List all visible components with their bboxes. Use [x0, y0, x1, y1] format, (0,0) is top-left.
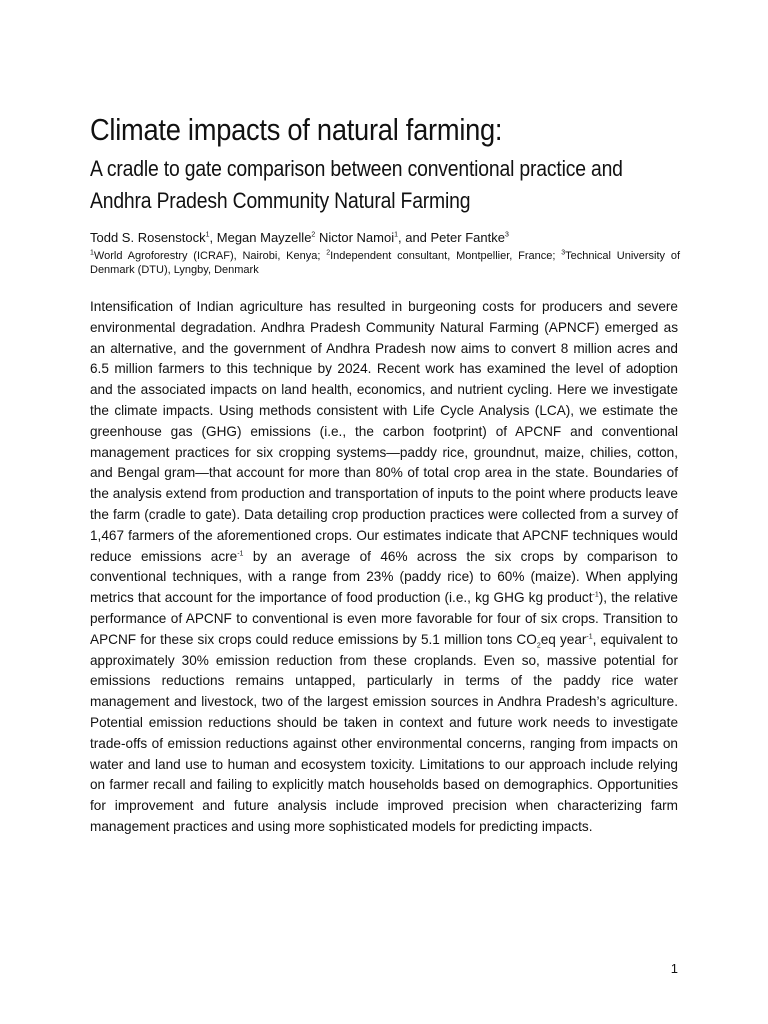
affiliation-text: Independent consultant, Montpellier, France; [330, 250, 562, 262]
author-name: Todd S. Rosenstock [90, 230, 206, 245]
author-name: Peter Fantke [430, 230, 505, 245]
affiliation-mark: 1 [90, 249, 94, 257]
author-separator: , and [397, 230, 431, 245]
author-separator: , [209, 230, 217, 245]
subscript: 2 [536, 642, 541, 650]
author-affiliation-mark: 3 [504, 231, 509, 239]
superscript: -1 [237, 550, 244, 558]
paper-title: Climate impacts of natural farming: [90, 112, 503, 147]
superscript: -1 [586, 633, 593, 641]
abstract-text: Intensification of Indian agriculture has resulted in burgeoning costs for producers and severe environmental degradation. Andhra Pradesh Community Natural Farming (APNCF) emerged as an alternative, and the government of Andhra Pradesh now aims to convert 8 million acres and 6.5 million farmers to this technique by 2024. Recent work has examined the level of adoption and the associated impacts on land health, economics, and nutrient cycling. Here we investigate the climate impacts. Using methods consistent with Life Cycle Analysis (LCA), we estimate the greenhouse gas (GHG) emissions (i.e., the carbon footprint) of APCNF and conventional management practices for six cropping systems—paddy rice, groundnut, maize, chilies, cotton, and Bengal gram—that account for more than 80% of total crop area in the state. Boundaries of the analysis extend from production and transportation of inputs to the point where products leave the farm (cradle to gate). Data detailing crop production practices were collected from a survey of 1,467 farmers of the aforementioned crops. Our estimates indicate that APCNF techniques would reduce emissions acre [90, 299, 678, 564]
author-name: Nictor Namoi [318, 230, 395, 245]
abstract-text: eq year [540, 631, 587, 647]
abstract-text: , equivalent to approximately 30% emission reduction from these croplands. Even so, massive potential for emissions reductions remains untapped, particularly in terms of the paddy rice water management and livestock, two of the largest emission sources in Andhra Pradesh’s agriculture. Potential emission reductions should be taken in context and future work needs to investigate trade-offs of emission reductions against other environmental concerns, ranging from impacts on water and land use to human and ecosystem toxicity. Limitations to our approach include relying on farmer recall and failing to explicitly match households based on demographics. Opportunities for improvement and future analysis include improved precision when characterizing farm management practices and using more sophisticated models for predicting impacts. [90, 631, 678, 834]
affiliation-text: World Agroforestry (ICRAF), Nairobi, Kenya; [93, 250, 327, 262]
author-name: Megan Mayzelle [216, 230, 312, 245]
page-number: 1 [670, 961, 678, 976]
paper-subtitle [90, 153, 688, 217]
abstract-text: ), the relative performance of APCNF to conventional is even more favorable for four of six crops. Transition to APCNF for these six crops could reduce emissions by 5.1 million tons CO [90, 590, 678, 647]
author-affiliation-mark: 2 [311, 231, 316, 239]
abstract-text: by an average of 46% across the six crops by comparison to conventional techniques, with a range from 23% (paddy rice) to 60% (maize). When applying metrics that account for the importance of food production (i.e., kg GHG kg product [90, 548, 678, 606]
subtitle-line-2: Andhra Pradesh Community Natural Farming [90, 188, 471, 213]
subtitle-line-1: A cradle to gate comparison between conventional practice and [90, 156, 623, 181]
author-list [90, 229, 680, 247]
affiliations [90, 249, 680, 277]
author-affiliation-mark: 1 [394, 231, 398, 239]
affiliation-text: Technical University of Denmark (DTU), Lyngby, Denmark [90, 250, 681, 276]
abstract-paragraph [90, 297, 678, 838]
affiliation-mark: 3 [561, 249, 566, 257]
superscript: -1 [592, 591, 599, 599]
affiliation-mark: 2 [326, 249, 331, 257]
author-affiliation-mark: 1 [205, 231, 210, 239]
